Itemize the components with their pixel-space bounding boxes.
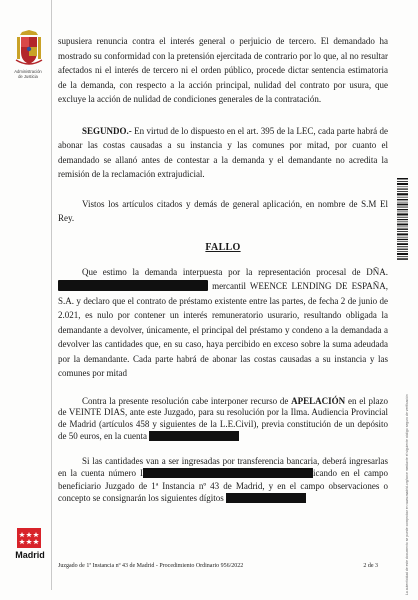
fallo-heading: FALLO: [205, 241, 241, 253]
transferencia-text-b: icando en el campo beneficiario Juzgado de 1ª Instancia nº 43 de Madrid, y en el campo observaciones o concepto se consignarán los siguientes dígitos: [58, 468, 388, 503]
footer-court: Juzgado de 1ª Instancia nº 43 de Madrid - Procedimiento Ordinario 956/2022: [58, 563, 244, 569]
seal-caption: Administración de Justicia: [14, 69, 42, 79]
segundo-heading: SEGUNDO.-: [82, 125, 132, 136]
apelacion-text-b: en el plazo de VEINTE DIAS, ante este Juzgado, para su resolución por la Ilma. Audiencia Provincial de Madrid (artículos 458 y siguientes de la L.E.Civil), previa constitución de un depósito de 50 euros, en la cuenta: [58, 395, 388, 441]
paragraph-vistos: Vistos los artículos citados y demás de general aplicación, en nombre de S.M El Rey.: [58, 198, 388, 223]
page-number: 2 de 3: [363, 563, 378, 569]
redaction-block: [226, 493, 306, 503]
margin-rule: [51, 0, 52, 590]
page-footer: [58, 563, 378, 569]
paragraph-apelacion: [58, 396, 388, 443]
paragraph-segundo: [58, 124, 388, 182]
verification-side-text: La autenticidad de este documento se puede comprobar en www.madrid.org/cove mediante el siguiente código seguro de verificación: [405, 394, 409, 595]
madrid-logo-icon: [17, 528, 41, 548]
segundo-text: En virtud de lo dispuesto en el art. 395 de la LEC, cada parte habrá de abonar las costas causadas a su instancia y las comunes por mitad, por cuanto el demandado se allanó antes de contestar a la demanda y el demandante no acredita la remisión de la reclamación extrajudicial.: [58, 125, 388, 179]
apelacion-bold: APELACIÓN: [291, 395, 346, 406]
document-body: [58, 34, 388, 504]
redaction-block: [149, 431, 239, 441]
barcode-icon: [397, 178, 408, 260]
fallo-text-a: Que estimo la demanda interpuesta por la representación procesal de DÑA.: [82, 266, 388, 277]
madrid-logo-label: Madrid: [15, 550, 45, 560]
transferencia-text-a: Si las cantidades van a ser ingresadas por transferencia bancaria, deberá ingresarlas en la cuenta número I: [58, 455, 388, 479]
paragraph-1: supusiera renuncia contra el interés general o perjuicio de tercero. El demandado ha mostrado su conformidad con la pretensión ejercitada de contrario por lo que, al no resultar afectados ni el interés de tercero ni el orden público, procede dictar sentencia estimatoria de la demanda, con respecto a la acción principal, nulidad del contrato por usura, que excluye la acción de nulidad de condiciones generales de la contratación.: [58, 36, 388, 104]
apelacion-text-a: Contra la presente resolución cabe interponer recurso de: [82, 395, 292, 406]
fallo-text-b: mercantil WEENCE LENDING DE: [212, 281, 348, 291]
paragraph-transferencia: [58, 455, 388, 505]
paragraph-fallo: [58, 265, 388, 381]
fallo-text-c: ESPAÑA, S.A. y declaro que el contrato de préstamo existente entre las partes, de fecha 2 de junio de 2.021, es nulo por contener un interés remuneratorio usurario, resultando obligada la demandante a devolver, únicamente, el principal del préstamo y condeno a la demandada a devolver las cantidades que, en su caso, haya percibido en exceso sobre la suma adeudada por la demandante. Cada parte habrá de abonar las costas causadas a su instancia y las comunes por mitad: [58, 281, 389, 378]
redaction-block: [143, 468, 313, 478]
coat-of-arms-icon: [14, 30, 44, 70]
redaction-block: [58, 280, 208, 291]
